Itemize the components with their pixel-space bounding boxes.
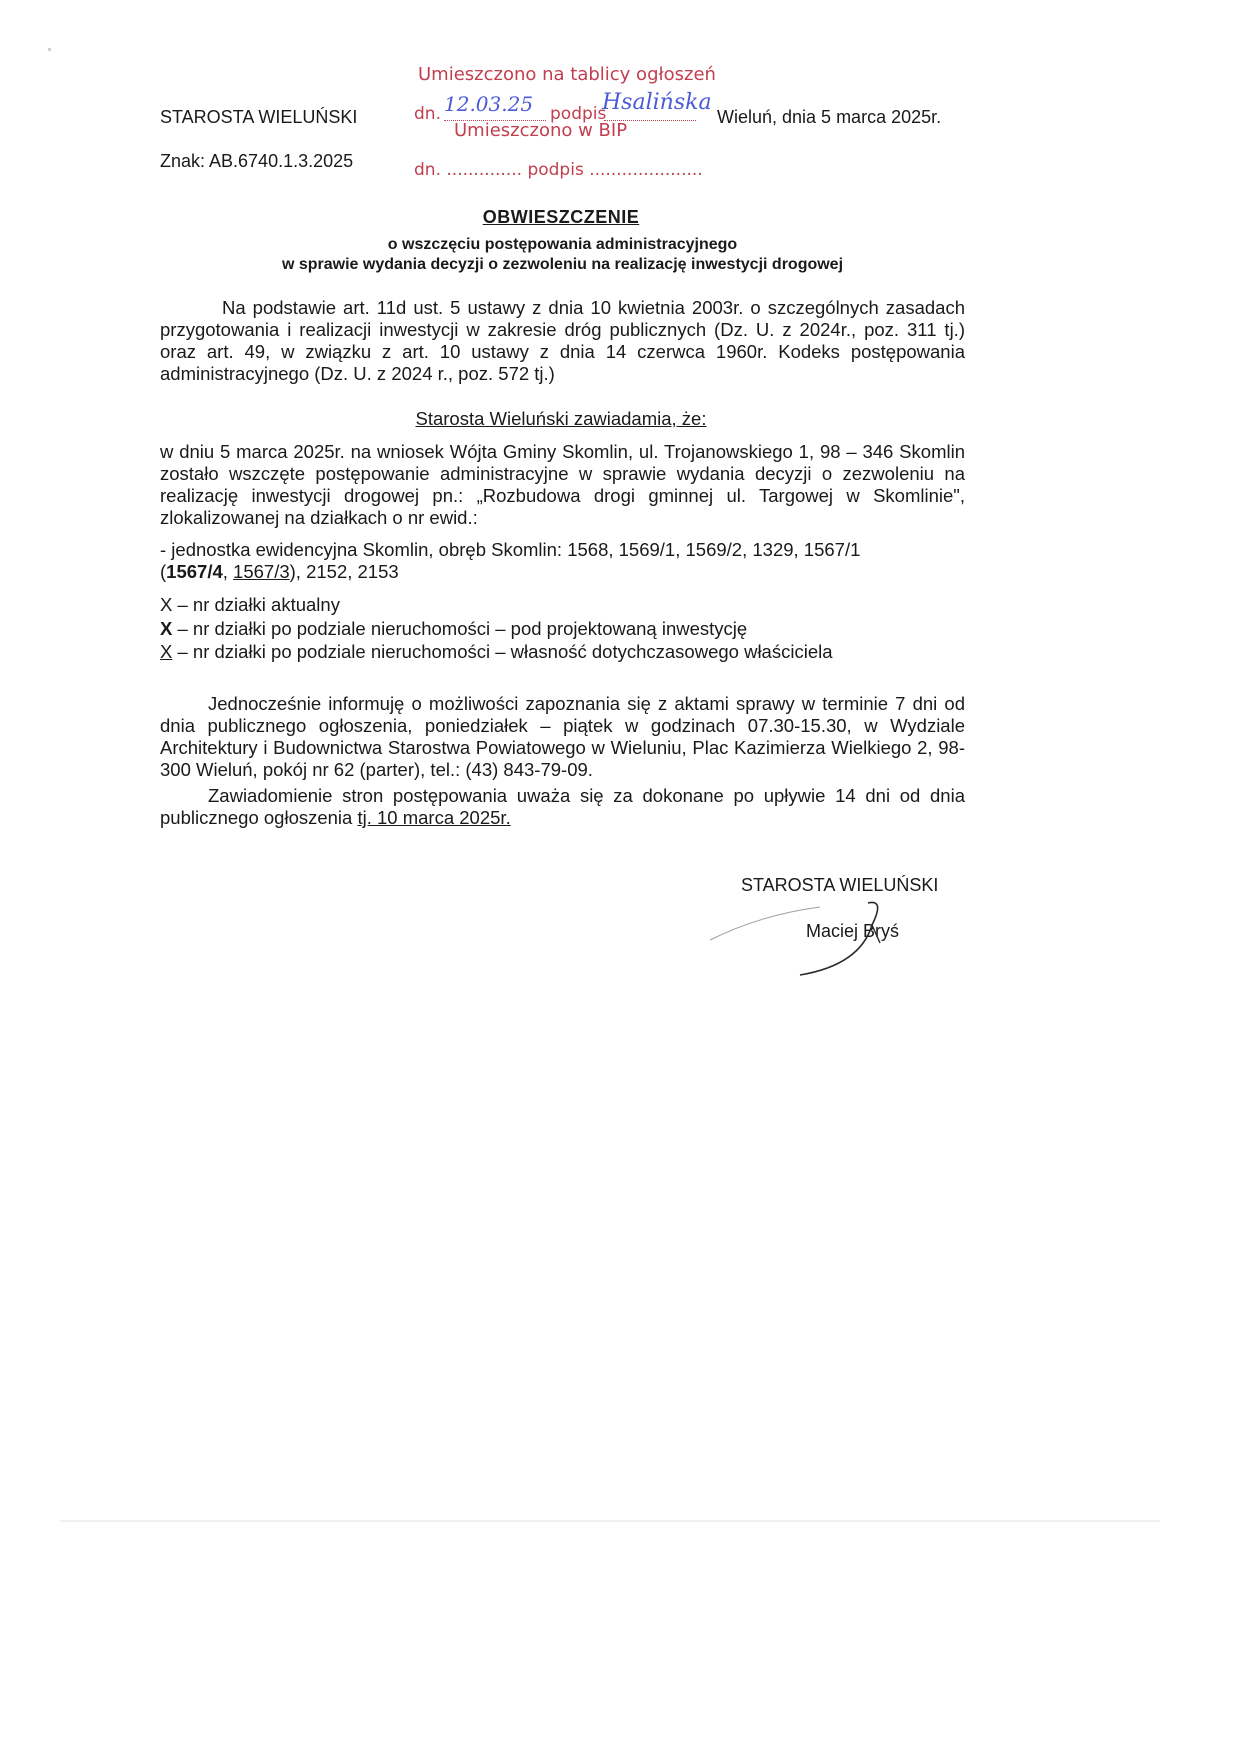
document-title: OBWIESZCZENIE [482, 207, 640, 227]
final-paragraph-date: tj. 10 marca 2025r. [357, 807, 511, 828]
legend-text: – nr działki po podziale nieruchomości – własność dotychczasowego właściciela [172, 641, 833, 662]
signature-name: Maciej Bryś [806, 921, 900, 941]
stamp-bip-line: Umieszczono w BIP [454, 120, 628, 141]
legal-basis-paragraph: Na podstawie art. 11d ust. 5 ustawy z dnia 10 kwietnia 2003r. o szczególnych zasadach przygotowania i realizacji inwestycji w zakresie dróg publicznych (Dz. U. z 2024r., poz. 311 tj.) oraz art. 49, w związku z art. 10 ustawy z dnia 14 czerwca 1960r. Kodeks postępowania administracyjnego (Dz. U. z 2024 r., poz. 572 tj.) [160, 297, 965, 384]
scan-speck [48, 48, 51, 51]
parcel-new-investment: 1567/4 [166, 561, 223, 582]
notice-body-paragraph: w dniu 5 marca 2025r. na wniosek Wójta Gminy Skomlin, ul. Trojanowskiego 1, 98 – 346 Skomlin zostało wszczęte postępowanie administracyjne w sprawie wydania decyzji o zezwoleniu na realizację inwestycji drogowej pn.: „Rozbudowa drogi gminnej ul. Targowej w Skomlinie", zlokalizowanej na działkach o nr ewid.: [160, 441, 965, 528]
parcel-owner-remaining: 1567/3 [233, 561, 290, 582]
stamp-board-line: Umieszczono na tablicy ogłoszeń [418, 64, 716, 85]
legend-item-investment [160, 618, 747, 640]
parcels-open-paren: ( [160, 561, 167, 582]
stamp-podpis-label: podpis [550, 104, 607, 124]
signature-title: STAROSTA WIELUŃSKI [741, 875, 939, 895]
final-paragraph-text: Zawiadomienie stron postępowania uważa się za dokonane po upływie 14 dni od dnia publicznego ogłoszenia [160, 785, 965, 828]
stamp-bip-dn-label: dn. [414, 160, 441, 180]
info-paragraph: Jednocześnie informuję o możliwości zapoznania się z aktami sprawy w terminie 7 dni od dnia publicznego ogłoszenia, poniedziałek – piątek w godzinach 07.30-15.30, w Wydziale Architektury i Budownictwa Starostwa Powiatowego w Wieluniu, Plac Kazimierza Wielkiego 2, 98-300 Wieluń, pokój nr 62 (parter), tel.: (43) 843-79-09. [160, 693, 965, 780]
place-date: Wieluń, dnia 5 marca 2025r. [717, 107, 942, 127]
signature-stroke-top [710, 907, 820, 940]
stamp-dn-label: dn. [414, 104, 441, 124]
reference-number: Znak: AB.6740.1.3.2025 [160, 151, 354, 171]
subtitle-line-2: w sprawie wydania decyzji o zezwoleniu na realizację inwestycji drogowej [281, 256, 844, 273]
stamp-handwritten-signature: Hsalińska [602, 90, 712, 115]
stamp-bip-dots2: ..................... [589, 160, 703, 180]
stamp-bip-podpis-label: podpis [527, 160, 584, 180]
subtitle-line-1: o wszczęciu postępowania administracyjnego [387, 236, 738, 253]
legend-mark-underlined: X [160, 641, 173, 662]
signature-stroke-main [800, 902, 878, 975]
stamp-handwritten-date: 12.03.25 [444, 92, 534, 116]
legend-mark-bold: X [160, 618, 173, 639]
legend-item-owner [160, 641, 833, 663]
legend-item-current [160, 594, 340, 616]
document-subtitle [160, 235, 965, 275]
parcels-list [160, 539, 965, 583]
signature-scribble [700, 895, 900, 985]
parcels-line-1: - jednostka ewidencyjna Skomlin, obręb Skomlin: 1568, 1569/1, 1569/2, 1329, 1567/1 [160, 539, 861, 560]
issuer-header: STAROSTA WIELUŃSKI [160, 107, 358, 127]
scan-line [60, 1520, 1160, 1522]
stamp-bip-date-line [414, 160, 703, 180]
parcels-separator: , [222, 561, 234, 582]
final-paragraph [160, 785, 965, 829]
legend-mark-plain: X [160, 594, 173, 615]
notice-heading: Starosta Wieluński zawiadamia, że: [415, 408, 707, 429]
parcels-rest: ), 2152, 2153 [289, 561, 399, 582]
legend-text: – nr działki po podziale nieruchomości – pod projektowaną inwestycję [172, 618, 748, 639]
parcels-line-2 [160, 561, 965, 583]
stamp-bip-dots: .............. [446, 160, 523, 180]
legend-text: – nr działki aktualny [172, 594, 340, 615]
stamp-board-date-line [414, 88, 712, 124]
signature-stroke-tail [872, 925, 880, 943]
